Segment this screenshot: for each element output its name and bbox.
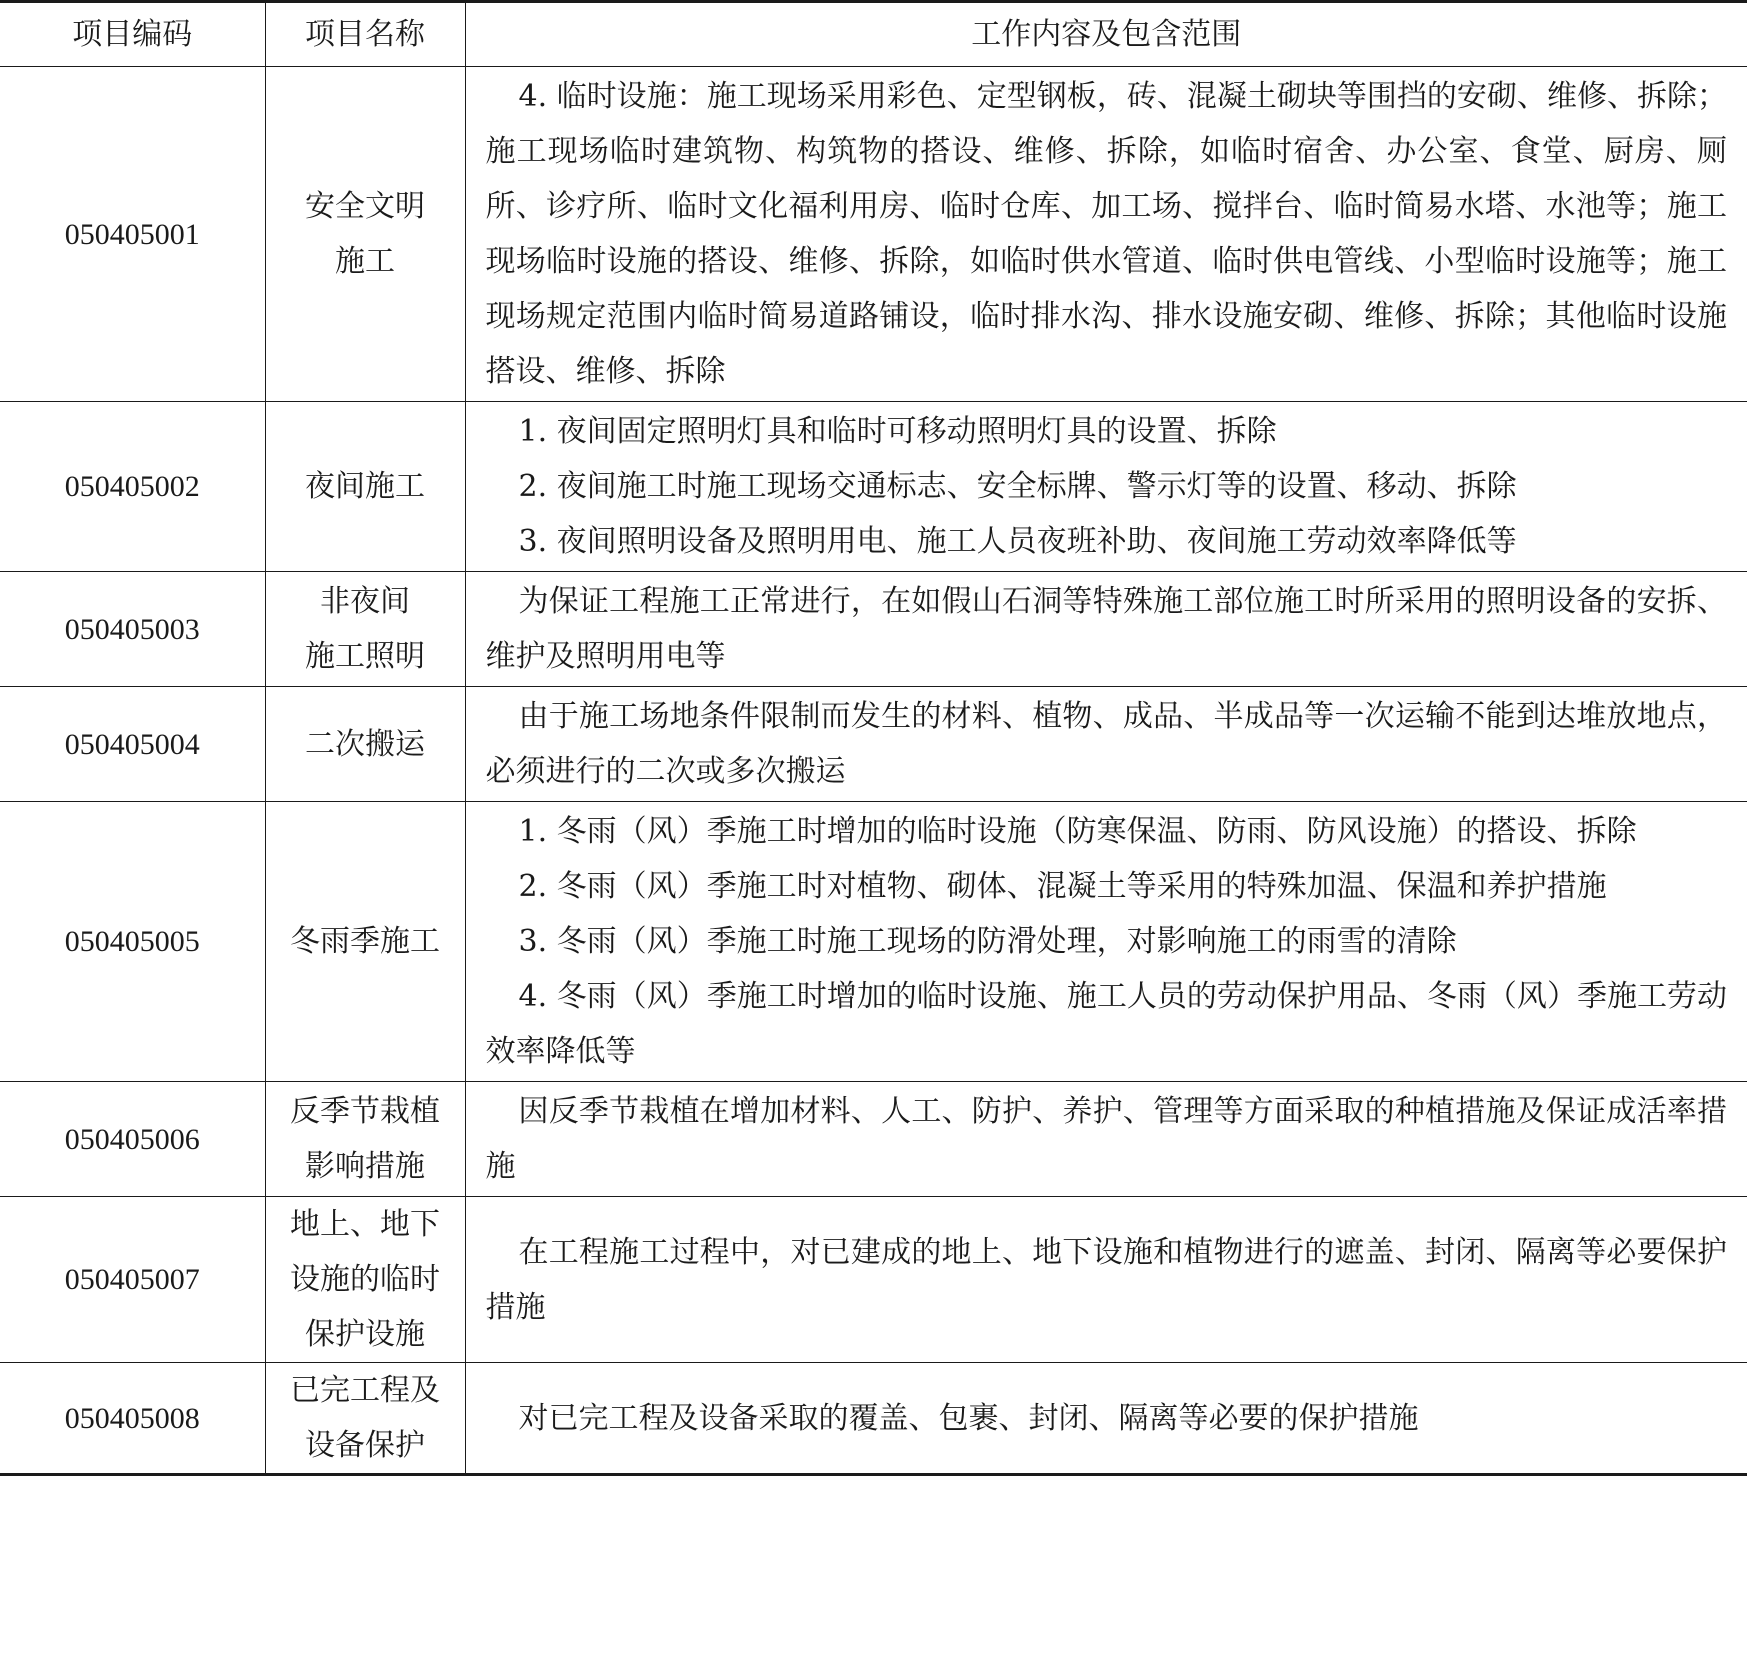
item-name-cell (265, 1197, 465, 1363)
item-name-line: 反季节栽植 (290, 1094, 440, 1129)
work-content-cell (465, 402, 1747, 572)
item-name-line: 安全文明 (305, 189, 425, 224)
work-content-paragraph: 3. 夜间照明设备及照明用电、施工人员夜班补助、夜间施工劳动效率降低等 (518, 524, 1517, 559)
item-name-line: 夜间施工 (305, 469, 425, 504)
work-content-paragraph: 由于施工场地条件限制而发生的材料、植物、成品、半成品等一次运输不能到达堆放地点，必须进行的二次或多次搬运 (485, 699, 1727, 789)
table-row (0, 1197, 1747, 1363)
item-code-cell: 050405005 (0, 802, 265, 1082)
item-name-line: 施工照明 (305, 639, 425, 674)
work-content-cell (465, 1197, 1747, 1363)
item-name-line: 施工 (335, 244, 395, 279)
table-body (0, 67, 1747, 1475)
work-content-paragraph: 2. 夜间施工时施工现场交通标志、安全标牌、警示灯等的设置、移动、拆除 (518, 469, 1517, 504)
work-content-paragraph: 4. 临时设施：施工现场采用彩色、定型钢板，砖、混凝土砌块等围挡的安砌、维修、拆除；施工现场临时建筑物、构筑物的搭设、维修、拆除，如临时宿舍、办公室、食堂、厨房、厕所、诊疗所、临时文化福利用房、临时仓库、加工场、搅拌台、临时简易水塔、水池等；施工现场临时设施的搭设、维修、拆除，如临时供水管道、临时供电管线、小型临时设施等；施工现场规定范围内临时简易道路铺设，临时排水沟、排水设施安砌、维修、拆除；其他临时设施搭设、维修、拆除 (485, 79, 1727, 389)
header-content: 工作内容及包含范围 (465, 2, 1747, 67)
item-name-line: 保护设施 (305, 1317, 425, 1352)
work-content-paragraph: 在工程施工过程中，对已建成的地上、地下设施和植物进行的遮盖、封闭、隔离等必要保护措施 (485, 1234, 1727, 1325)
table-row (0, 402, 1747, 572)
work-content-cell (465, 572, 1747, 687)
item-code-cell: 050405004 (0, 687, 265, 802)
item-name-line: 非夜间 (320, 584, 410, 619)
table-row (0, 1363, 1747, 1475)
work-content-cell (465, 1082, 1747, 1197)
table-row (0, 67, 1747, 402)
table-row (0, 802, 1747, 1082)
work-content-cell (465, 687, 1747, 802)
table-row (0, 572, 1747, 687)
table-row (0, 687, 1747, 802)
item-name-line: 设备保护 (305, 1428, 425, 1463)
item-name-cell (265, 1082, 465, 1197)
work-content-paragraph: 因反季节栽植在增加材料、人工、防护、养护、管理等方面采取的种植措施及保证成活率措施 (485, 1094, 1727, 1184)
item-name-cell (265, 402, 465, 572)
item-name-cell (265, 572, 465, 687)
item-name-line: 影响措施 (305, 1149, 425, 1184)
work-content-cell (465, 802, 1747, 1082)
item-name-cell (265, 687, 465, 802)
header-name: 项目名称 (265, 2, 465, 67)
work-content-paragraph: 1. 冬雨（风）季施工时增加的临时设施（防寒保温、防雨、防风设施）的搭设、拆除 (518, 814, 1637, 849)
item-code-cell: 050405002 (0, 402, 265, 572)
work-content-paragraph: 为保证工程施工正常进行，在如假山石洞等特殊施工部位施工时所采用的照明设备的安拆、维护及照明用电等 (485, 584, 1727, 674)
item-name-cell (265, 1363, 465, 1475)
item-name-line: 冬雨季施工 (290, 924, 440, 959)
table-row (0, 1082, 1747, 1197)
work-content-paragraph: 4. 冬雨（风）季施工时增加的临时设施、施工人员的劳动保护用品、冬雨（风）季施工劳动效率降低等 (485, 979, 1727, 1069)
item-code-cell: 050405003 (0, 572, 265, 687)
work-content-paragraph: 对已完工程及设备采取的覆盖、包裹、封闭、隔离等必要的保护措施 (518, 1400, 1419, 1436)
item-code-cell: 050405007 (0, 1197, 265, 1363)
item-code-cell: 050405006 (0, 1082, 265, 1197)
item-name-cell (265, 67, 465, 402)
work-content-paragraph: 2. 冬雨（风）季施工时对植物、砌体、混凝土等采用的特殊加温、保温和养护措施 (518, 869, 1607, 904)
item-name-line: 设施的临时 (290, 1262, 440, 1297)
item-code-cell: 050405001 (0, 67, 265, 402)
table-header-row (0, 2, 1747, 67)
item-name-line: 已完工程及 (290, 1373, 440, 1408)
item-code-cell: 050405008 (0, 1363, 265, 1475)
work-content-cell (465, 1363, 1747, 1475)
work-content-paragraph: 1. 夜间固定照明灯具和临时可移动照明灯具的设置、拆除 (518, 414, 1277, 449)
work-content-paragraph: 3. 冬雨（风）季施工时施工现场的防滑处理，对影响施工的雨雪的清除 (518, 924, 1457, 959)
header-code: 项目编码 (0, 2, 265, 67)
item-name-line: 二次搬运 (305, 726, 425, 762)
work-content-cell (465, 67, 1747, 402)
item-name-cell (265, 802, 465, 1082)
item-name-line: 地上、地下 (290, 1207, 440, 1242)
